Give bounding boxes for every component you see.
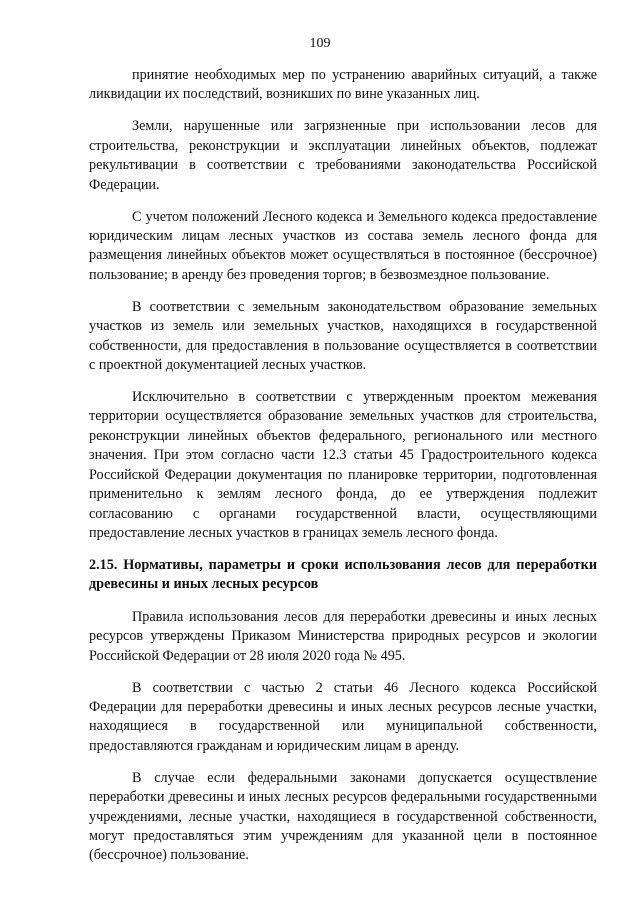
section-heading-2-15: 2.15. Нормативы, параметры и сроки использования лесов для переработки древесины и иных лесных ресурсов (89, 556, 597, 593)
paragraph-land-provision: С учетом положений Лесного кодекса и Земельного кодекса предоставление юридическим лицам лесных участков из состава земель лесного фонда для размещения линейных объектов может осуществляться в постоянное (бессрочное) пользование; в аренду без проведения торгов; в безвозмездное пользование. (89, 208, 597, 283)
paragraph-land-formation: В соответствии с земельным законодательством образование земельных участков из земель или земельных участков, находящихся в государственной собственности, для предоставления в пользование осуществляется в соответствии с проектной документацией лесных участков. (89, 298, 597, 374)
page-number: 109 (309, 36, 331, 51)
paragraph-survey-project: Исключительно в соответствии с утвержденным проектом межевания территории осуществляется образование земельных участков для строительства, реконструкции линейных объектов федерального, регионального или местного значения. При этом согласно части 12.3 статьи 45 Градостроительного кодекса Российской Федерации документация по планировке территории, подготовленная применительно к землям лесного фонда, до ее утверждения подлежит согласованию с органами государственной власти, осуществляющими предоставление лесных участков в границах земель лесного фонда. (89, 389, 597, 541)
paragraph-land-reclamation: Земли, нарушенные или загрязненные при использовании лесов для строительства, реконструкции и эксплуатации линейных объектов, подлежат рекультивации в соответствии с требованиями законодательства Российской Федерации. (89, 118, 597, 193)
paragraph-usage-rules: Правила использования лесов для переработки древесины и иных лесных ресурсов утверждены Приказом Министерства природных ресурсов и экологии Российской Федерации от 28 июля 2020 года № 495. (89, 608, 597, 664)
document-body (89, 66, 597, 878)
paragraph-emergency-measures: принятие необходимых мер по устранению аварийных ситуаций, а также ликвидации их последствий, возникших по вине указанных лиц. (89, 67, 597, 103)
paragraph-lease: В соответствии с частью 2 статьи 46 Лесного кодекса Российской Федерации для переработки древесины и иных лесных ресурсов лесные участки, находящиеся в государственной или муниципальной собственности, предоставляются гражданам и юридическим лицам в аренду. (89, 679, 597, 754)
paragraph-state-institutions: В случае если федеральными законами допускается осуществление переработки древесины и иных лесных ресурсов федеральными государственными учреждениями, лесные участки, находящиеся в государственной собственности, могут предоставляться этим учреждениям для указанной цели в постоянное (бессрочное) пользование. (89, 769, 597, 864)
